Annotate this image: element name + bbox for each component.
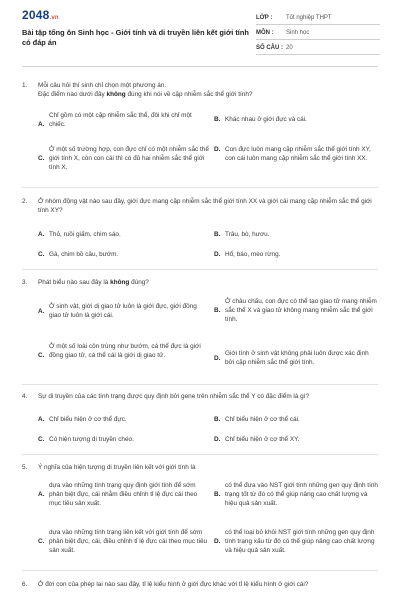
option-label: B. <box>214 491 221 498</box>
meta-value: Tốt nghiệp THPT <box>286 15 332 21</box>
option-label: C. <box>38 538 45 545</box>
meta-value: Sinh học <box>286 30 310 36</box>
question-number: 2. <box>22 198 28 205</box>
option-label: A. <box>38 121 45 128</box>
logo-suffix: .vn <box>49 15 59 21</box>
option-text: Thỏ, ruồi giấm, chim sáo. <box>49 231 121 238</box>
option-text: dựa vào những tính trạng liên kết với giới tính để sớm phân biệt đực, cái, điều chỉnh tỉ lệ đực cái theo mục tiêu sản xuất. <box>49 529 208 555</box>
option-text: Ở sinh vật, giới dị giao tử luôn là giới đực, giới đồng giao tử luôn là giới cái. <box>49 303 197 320</box>
page-header <box>0 0 400 64</box>
question-number: 1. <box>22 82 28 89</box>
question-number: 5. <box>22 464 28 471</box>
option-label: A. <box>38 416 45 423</box>
question-divider <box>22 384 378 385</box>
question-text: Ý nghĩa của hiện tượng di truyền liên kết với giới tính là <box>38 464 196 471</box>
prompt-emphasis: không <box>110 279 130 286</box>
document-meta <box>256 10 380 55</box>
option-label: C. <box>38 352 45 359</box>
prompt-part: đúng? <box>129 279 149 286</box>
option-label: C. <box>38 251 45 258</box>
question-number: 6. <box>22 581 28 588</box>
question-text: Sự di truyền của các tính trạng được quy định bởi gene trên nhiễm sắc thể Y có đặc điểm là gì? <box>38 393 310 400</box>
option-label: A. <box>38 308 45 315</box>
question-text: Ở đời con của phép lai nào sau đây, tỉ lệ kiểu hình ở giới đực khác với tỉ lệ kiểu hình ở giới cái? <box>38 581 309 588</box>
question-text <box>38 278 378 287</box>
header-divider <box>22 66 378 67</box>
option-text: Ở một số loài côn trùng như bướm, cá thể đực là giới đồng giao tử, cá thể cái là giới dị giao tử. <box>49 343 201 360</box>
meta-value: 20 <box>286 45 293 51</box>
meta-key: MÔN : <box>256 30 274 36</box>
question-text <box>38 81 378 99</box>
prompt-part: Đặc điểm nào dưới đây <box>38 91 107 99</box>
prompt-part: đúng khi nói về cặp nhiễm sắc thể giới tính? <box>125 91 253 99</box>
option-text: Có hiện tượng di truyền chéo. <box>49 436 134 443</box>
logo-main: 2048 <box>22 8 50 22</box>
option-text: có thể đưa vào NST giới tính những gen quy định tính trạng tốt từ đó có thể giúp nâng cao chất lượng và hiệu quả sản xuất. <box>225 482 378 508</box>
question-number: 4. <box>22 393 28 400</box>
question-prompt <box>38 90 378 99</box>
site-logo[interactable] <box>22 8 59 22</box>
meta-key: SỐ CÂU : <box>256 45 283 51</box>
meta-key: LỚP : <box>256 15 273 21</box>
question-instruction: Mỗi câu hỏi thí sinh chỉ chọn một phương án. <box>38 82 167 89</box>
option-text: Ở một số trường hợp, con đực chỉ có một nhiễm sắc thể giới tính X, còn con cái thì có đủ hai nhiễm sắc thể giới tính X. <box>49 146 209 172</box>
option-label: B. <box>214 231 221 238</box>
question-divider <box>22 454 378 455</box>
meta-row-subject <box>256 25 380 40</box>
option-text: Chỉ biểu hiện ở cơ thể XY. <box>225 436 300 443</box>
option-text: Hổ, báo, mèo rừng. <box>225 251 281 258</box>
option-text: Chỉ gồm có một cặp nhiễm sắc thể, đôi khi chỉ một chiếc. <box>49 112 192 129</box>
option-label: D. <box>214 251 221 258</box>
option-label: D. <box>214 436 221 443</box>
option-label: D. <box>214 146 221 153</box>
option-label: D. <box>214 538 221 545</box>
meta-row-class <box>256 10 380 25</box>
option-text: Gà, chim bồ câu, bướm. <box>49 251 119 258</box>
option-label: C. <box>38 155 45 162</box>
meta-row-count <box>256 40 380 55</box>
option-label: A. <box>38 491 45 498</box>
option-text: dựa vào những tính trạng quy định giới tính để sớm phân biệt đực, cái nhằm điều chỉnh tỉ lệ đực cái theo mục tiêu sản xuất. <box>49 482 198 508</box>
option-label: A. <box>38 231 45 238</box>
option-text: Con đực luôn mang cặp nhiễm sắc thể giới tính XY, con cái luôn mang cặp nhiễm sắc thể giới tính XX. <box>225 146 371 163</box>
option-text: Chỉ biểu hiện ở cơ thể đực. <box>49 416 127 423</box>
prompt-part: Phát biểu nào sau đây là <box>38 279 111 286</box>
option-text: Trâu, bò, hươu. <box>225 231 270 238</box>
document-title: Bài tập tổng ôn Sinh học - Giới tính và di truyền liên kết giới tính có đáp án <box>22 28 249 47</box>
option-text: có thể loại bỏ khỏi NST giới tính những gen quy định tính trạng xấu từ đó có thể giúp nâng cao chất lượng và hiệu quả sản xuất. <box>225 529 375 555</box>
option-label: B. <box>214 416 221 423</box>
option-text: Giới tính ở sinh vật không phải luôn được xác định bởi cặp nhiễm sắc thể giới tính. <box>225 350 369 367</box>
option-text: Chỉ biểu hiện ở cơ thể cái. <box>225 416 300 423</box>
option-label: C. <box>38 436 45 443</box>
option-text: Khác nhau ở giới đực và cái. <box>225 116 307 123</box>
question-number: 3. <box>22 279 28 286</box>
option-text: Ở châu chấu, con đực có thể tạo giao tử mang nhiễm sắc thể X và giao tử không mang nhiễm sắc thể giới tính. <box>225 298 377 324</box>
question-divider <box>22 187 378 188</box>
option-label: D. <box>214 355 221 362</box>
question-divider <box>22 269 378 270</box>
question-text: Ở nhóm động vật nào sau đây, giới đực mang cặp nhiễm sắc thể giới tính XX và giới cái mang cặp nhiễm sắc thể giới tính XY? <box>38 198 372 215</box>
option-label: B. <box>214 116 221 123</box>
option-label: B. <box>214 307 221 314</box>
prompt-emphasis: không <box>106 91 126 99</box>
question-divider <box>22 570 378 571</box>
